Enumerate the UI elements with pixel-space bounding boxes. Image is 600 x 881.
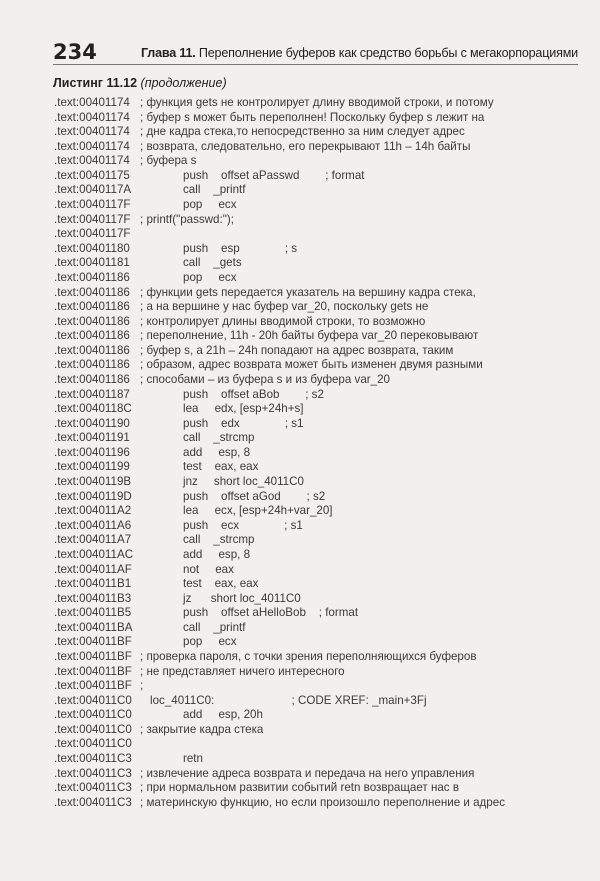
- line-address: .text:00401174: [54, 96, 130, 109]
- line-address: .text:00401180: [54, 241, 130, 255]
- line-comment: ; буфер s, а 21h – 24h попадают на адрес возврата, таким: [140, 343, 454, 357]
- line-address: .text:004011C0: [54, 693, 132, 707]
- line-address: .text:00401186: [54, 314, 130, 328]
- line-address: .text:00401186: [54, 270, 130, 284]
- line-comment: ; при нормальном развитии событий retn возвращает нас в: [140, 781, 459, 795]
- line-address: .text:004011AF: [54, 562, 132, 576]
- line-instruction: test eax, eax: [183, 460, 259, 474]
- line-address: .text:004011BF: [54, 679, 132, 693]
- line-instruction: push offset aPasswd ; format: [183, 168, 365, 182]
- line-address: .text:004011AC: [54, 547, 134, 561]
- line-address: .text:00401186: [54, 300, 130, 314]
- line-address: .text:004011C0: [54, 708, 132, 722]
- line-instruction: retn: [183, 752, 203, 766]
- line-instruction: add esp, 8: [183, 445, 251, 459]
- listing-caption: [53, 76, 227, 90]
- line-comment: ; контролирует длины вводимой строки, то возможно: [140, 314, 426, 328]
- line-instruction: call _strcmp: [183, 431, 255, 445]
- line-comment: ; буфер s может быть переполнен! Поскольку буфер s лежит на: [140, 110, 485, 124]
- line-address: .text:00401186: [54, 329, 130, 343]
- line-comment: ; дне кадра стека,то непосредственно за ним следует адрес: [140, 125, 465, 139]
- line-address: .text:004011C3: [54, 752, 132, 766]
- line-instruction: pop ecx: [183, 270, 237, 284]
- line-instruction: not eax: [183, 562, 234, 576]
- line-address: .text:00401175: [54, 168, 130, 182]
- line-address: .text:0040119D: [54, 489, 132, 503]
- line-comment: ; извлечение адреса возврата и передача на него управления: [140, 766, 475, 780]
- line-address: .text:004011BF: [54, 664, 132, 678]
- line-address: .text:00401196: [54, 445, 130, 459]
- line-instruction: lea edx, [esp+24h+s]: [183, 402, 304, 416]
- line-comment: ; материнскую функцию, но если произошло переполнение и адрес: [140, 795, 505, 809]
- line-address: .text:004011BF: [54, 635, 132, 649]
- line-address: .text:004011BF: [54, 649, 132, 663]
- line-instruction: call _gets: [183, 256, 242, 270]
- line-address: .text:0040117F: [54, 198, 131, 212]
- line-address: .text:004011C0: [54, 722, 132, 736]
- line-address: .text:00401190: [54, 416, 130, 430]
- line-address: .text:004011C3: [54, 766, 132, 780]
- line-address: .text:00401174: [54, 139, 130, 153]
- line-address: .text:00401187: [54, 387, 130, 401]
- line-comment: ; проверка пароля, с точки зрения переполняющихся буферов: [140, 649, 477, 663]
- line-address: .text:0040117A: [54, 183, 132, 197]
- line-comment: ; закрытие кадра стека: [140, 722, 264, 736]
- line-instruction: add esp, 20h: [183, 708, 263, 722]
- line-comment: ; printf("passwd:");: [140, 212, 234, 226]
- line-comment: ; образом, адрес возврата может быть изменен двумя разными: [140, 358, 483, 372]
- line-instruction: push edx ; s1: [183, 416, 304, 430]
- line-address: .text:00401186: [54, 343, 130, 357]
- line-comment: ; способами – из буфера s и из буфера var_20: [140, 372, 391, 386]
- line-address: .text:00401174: [54, 125, 130, 139]
- chapter-title: Переполнение буферов как средство борьбы с мегакорпорациями: [195, 46, 578, 60]
- line-address: .text:0040119B: [54, 475, 132, 489]
- line-instruction: push offset aGod ; s2: [183, 489, 326, 503]
- line-instruction: jnz short loc_4011C0: [183, 475, 304, 489]
- line-instruction: push ecx ; s1: [183, 518, 303, 532]
- line-address: .text:00401174: [54, 154, 130, 168]
- line-address: .text:004011C0: [54, 737, 132, 751]
- line-address: .text:004011B1: [54, 577, 132, 591]
- line-comment: ; возврата, следовательно, его перекрывают 11h – 14h байты: [140, 139, 471, 153]
- line-address: .text:0040117F: [54, 212, 131, 226]
- line-address: .text:004011B3: [54, 591, 132, 605]
- line-address: .text:004011A6: [54, 518, 132, 532]
- line-address: .text:00401174: [54, 110, 130, 124]
- line-instruction: add esp, 8: [183, 547, 251, 561]
- chapter-number: Глава 11.: [140, 46, 196, 60]
- line-address: .text:00401186: [54, 358, 130, 372]
- line-instruction: lea ecx, [esp+24h+var_20]: [183, 504, 333, 518]
- line-address: .text:00401186: [54, 285, 130, 299]
- line-comment: ; не представляет ничего интересного: [140, 664, 345, 678]
- line-address: .text:00401199: [54, 460, 130, 474]
- line-comment: ; буфера s: [140, 154, 197, 168]
- line-comment: ; функция gets не контролирует длину вводимой строки, и потому: [140, 96, 494, 109]
- line-instruction: jz short loc_4011C0: [183, 591, 301, 605]
- line-address: .text:004011B5: [54, 606, 132, 620]
- line-address: .text:004011C3: [54, 781, 132, 795]
- line-address: .text:0040117F: [54, 227, 131, 241]
- line-instruction: call _strcmp: [183, 533, 255, 547]
- line-instruction: push offset aHelloBob ; format: [183, 606, 359, 620]
- line-address: .text:004011A7: [54, 533, 132, 547]
- line-instruction: call _printf: [183, 620, 246, 634]
- line-comment: ; функции gets передается указатель на вершину кадра стека,: [140, 285, 476, 299]
- line-address: .text:00401181: [54, 256, 130, 270]
- listing-note: (продолжение): [140, 76, 227, 90]
- line-address: .text:004011C3: [54, 795, 132, 809]
- line-comment: ; переполнение, 11h - 20h байты буфера var_20 перековывают: [140, 329, 479, 343]
- line-instruction: pop ecx: [183, 198, 237, 212]
- line-instruction: test eax, eax: [183, 577, 259, 591]
- line-instruction: push offset aBob ; s2: [183, 387, 324, 401]
- line-comment: ; а на вершине у нас буфер var_20, поскольку gets не: [140, 300, 429, 314]
- line-address: .text:004011BA: [54, 620, 133, 634]
- line-address: .text:00401191: [54, 431, 130, 445]
- line-address: .text:00401186: [54, 372, 130, 386]
- line-label: loc_4011C0: ; CODE XREF: _main+3Fj: [150, 693, 427, 707]
- header-rule: [53, 64, 578, 65]
- line-instruction: push esp ; s: [183, 241, 298, 255]
- page-number: 234: [53, 40, 97, 64]
- listing-label: Листинг 11.12: [53, 76, 138, 90]
- running-header: [141, 46, 578, 60]
- line-address: .text:004011A2: [54, 504, 132, 518]
- line-instruction: call _printf: [183, 183, 246, 197]
- line-address: .text:0040118C: [54, 402, 132, 416]
- line-instruction: pop ecx: [183, 635, 237, 649]
- line-comment: ;: [140, 679, 144, 693]
